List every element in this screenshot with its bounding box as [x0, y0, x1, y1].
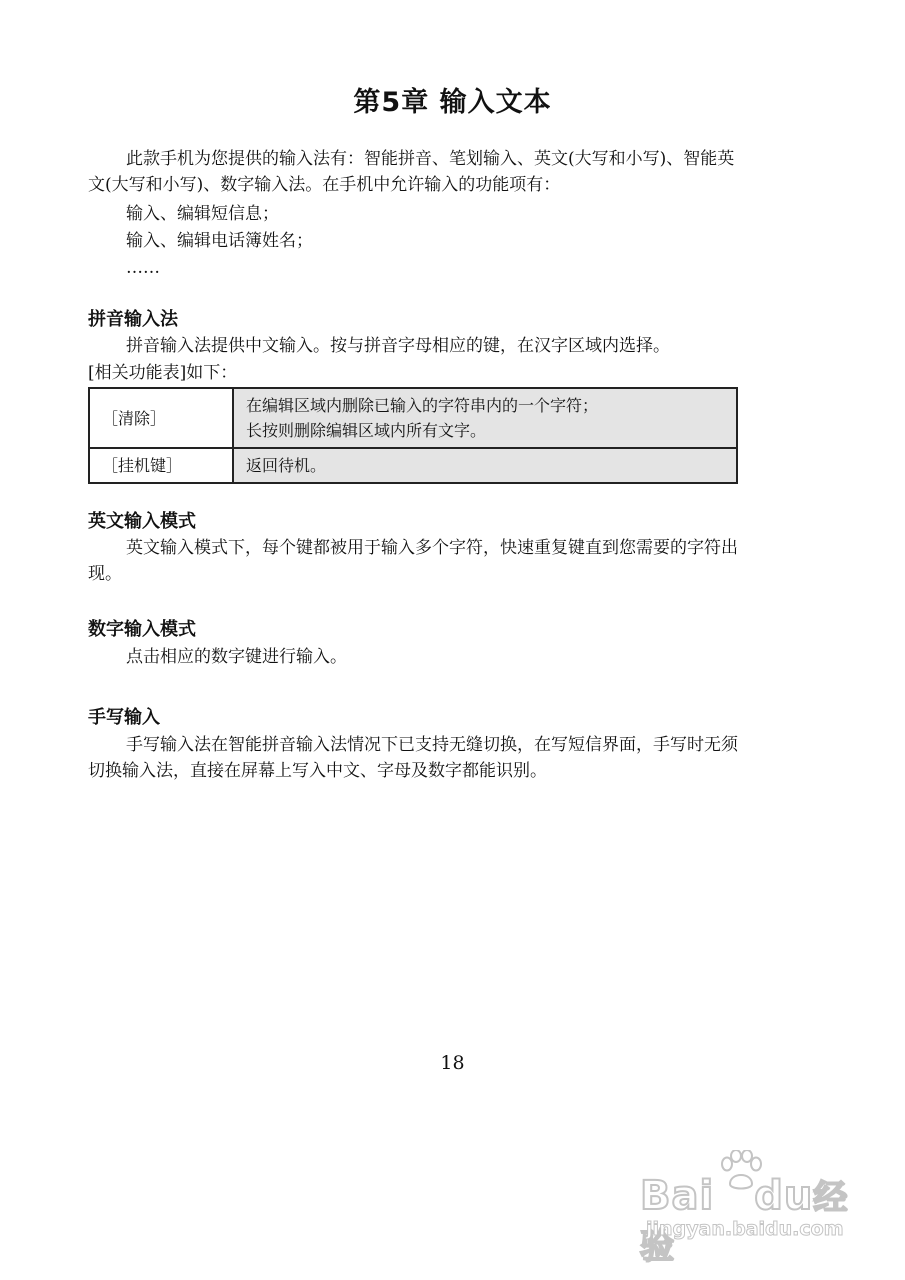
list-item: 输入、编辑短信息； [126, 204, 279, 224]
handwriting-paragraph: 手写输入法在智能拼音输入法情况下已支持无缝切换，在写短信界面，手写时无须切换输入法，直接在屏幕上写入中文、字母及数字都能识别。 [88, 735, 738, 781]
table-value-line: 长按则删除编辑区域内所有文字。 [246, 421, 487, 440]
section-heading-number: 数字输入模式 [88, 619, 196, 640]
pinyin-paragraph: 拼音输入法提供中文输入。按与拼音字母相应的键，在汉字区域内选择。 [126, 336, 670, 356]
function-table [88, 387, 738, 484]
intro-paragraph: 此款手机为您提供的输入法有：智能拼音、笔划输入、英文(大写和小写)、智能英文(大写和小写)、数字输入法。在手机中允许输入的功能项有： [88, 149, 735, 195]
table-value-line: 在编辑区域内删除已输入的字符串内的一个字符； [246, 396, 599, 415]
english-paragraph: 英文输入模式下，每个键都被用于输入多个字符，快速重复键直到您需要的字符出现。 [88, 538, 738, 584]
page-number: 18 [440, 1052, 465, 1074]
list-item: …… [126, 258, 160, 278]
table-caption: [相关功能表]如下： [88, 363, 238, 383]
table-value-line: 返回待机。 [246, 456, 327, 475]
table-value-cell [233, 448, 737, 483]
table-key-cell: ［挂机键］ [89, 448, 233, 483]
number-paragraph: 点击相应的数字键进行输入。 [126, 647, 347, 667]
table-row [89, 448, 737, 483]
watermark-url: jingyan.baidu.com [646, 1218, 844, 1240]
watermark-brand: Bai du经验 [640, 1173, 849, 1267]
list-item: 输入、编辑电话簿姓名； [126, 231, 313, 251]
table-value-cell [233, 388, 737, 448]
section-heading-pinyin: 拼音输入法 [88, 309, 178, 330]
chapter-title: 第5章 输入文本 [353, 87, 552, 118]
section-heading-handwriting: 手写输入 [88, 707, 160, 728]
baidu-watermark [640, 1150, 880, 1267]
table-row [89, 388, 737, 448]
section-heading-english: 英文输入模式 [88, 511, 196, 532]
table-key-cell: ［清除］ [89, 388, 233, 448]
